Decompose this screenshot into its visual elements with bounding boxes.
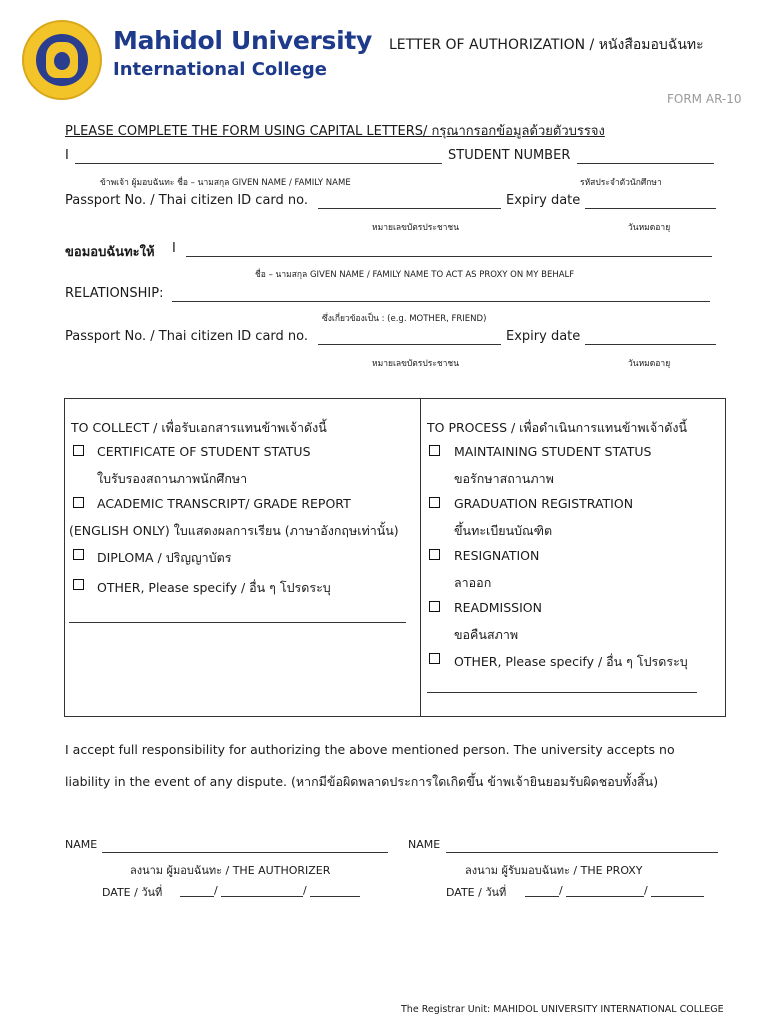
- proxy-passport-field[interactable]: [318, 344, 501, 345]
- proxy-date-day[interactable]: [525, 896, 559, 897]
- process-graduation-thai: ขึ้นทะเบียนบัณฑิต: [454, 523, 553, 538]
- date-separator: /: [644, 884, 648, 897]
- authorizer-passport-hint: หมายเลขบัตรประชาชน: [372, 223, 460, 233]
- authorizer-passport-label: Passport No. / Thai citizen ID card no.: [65, 193, 309, 208]
- process-resignation-thai: ลาออก: [454, 575, 492, 590]
- collect-transcript-checkbox[interactable]: [73, 497, 84, 508]
- collect-diploma-checkbox[interactable]: [73, 549, 84, 560]
- proxy-date-label: DATE / วันที่: [446, 886, 507, 899]
- document-title: LETTER OF AUTHORIZATION / หนังสือมอบฉันทะ: [389, 37, 704, 53]
- proxy-passport-label: Passport No. / Thai citizen ID card no.: [65, 329, 309, 344]
- proxy-date-year[interactable]: [651, 896, 704, 897]
- proxy-name-field[interactable]: [186, 256, 712, 257]
- process-readmission-label: READMISSION: [454, 600, 542, 615]
- proxy-label: ขอมอบฉันทะให้: [65, 245, 155, 260]
- date-separator: /: [214, 884, 218, 897]
- collect-other-field[interactable]: [69, 622, 406, 623]
- proxy-passport-hint: หมายเลขบัตรประชาชน: [372, 359, 460, 369]
- collect-heading: TO COLLECT / เพื่อรับเอกสารแทนข้าพเจ้าดังนี้: [71, 420, 327, 435]
- student-number-hint: รหัสประจำตัวนักศึกษา: [580, 178, 662, 188]
- process-other-label: OTHER, Please specify / อื่น ๆ โปรดระบุ: [454, 654, 688, 669]
- authorizer-passport-field[interactable]: [318, 208, 501, 209]
- university-seal-logo: [22, 20, 102, 100]
- proxy-expiry-hint: วันหมดอายุ: [628, 359, 671, 369]
- collect-transcript-thai: (ENGLISH ONLY) ใบแสดงผลการเรียน (ภาษาอังกฤษเท่านั้น): [69, 523, 399, 538]
- collect-transcript-label: ACADEMIC TRANSCRIPT/ GRADE REPORT: [97, 496, 351, 511]
- proxy-expiry-field[interactable]: [585, 344, 716, 345]
- proxy-prefix: I: [172, 241, 176, 256]
- date-separator: /: [559, 884, 563, 897]
- proxy-caption: ลงนาม ผู้รับมอบฉันทะ / THE PROXY: [465, 864, 643, 877]
- statement-line-2: liability in the event of any dispute. (หากมีข้อผิดพลาดประการใดเกิดขึ้น ข้าพเจ้ายินยอมรับผิดชอบทั้งสิ้น): [65, 774, 659, 789]
- collect-other-checkbox[interactable]: [73, 579, 84, 590]
- process-maintaining-thai: ขอรักษาสถานภาพ: [454, 471, 554, 486]
- collect-other-label: OTHER, Please specify / อื่น ๆ โปรดระบุ: [97, 580, 331, 595]
- instruction: PLEASE COMPLETE THE FORM USING CAPITAL LETTERS/ กรุณากรอกข้อมูลด้วยตัวบรรจง: [65, 124, 605, 139]
- process-heading: TO PROCESS / เพื่อดำเนินการแทนข้าพเจ้าดังนี้: [427, 420, 688, 435]
- proxy-date-month[interactable]: [566, 896, 644, 897]
- proxy-name-label: NAME: [408, 838, 441, 851]
- date-separator: /: [303, 884, 307, 897]
- process-other-checkbox[interactable]: [429, 653, 440, 664]
- statement-line-1: I accept full responsibility for authorizing the above mentioned person. The university accepts no: [65, 742, 675, 757]
- process-maintaining-checkbox[interactable]: [429, 445, 440, 456]
- authorizer-date-year[interactable]: [310, 896, 360, 897]
- relationship-field[interactable]: [172, 301, 710, 302]
- authorizer-prefix: I: [65, 148, 69, 163]
- collect-certificate-thai: ใบรับรองสถานภาพนักศึกษา: [97, 471, 248, 486]
- process-resignation-label: RESIGNATION: [454, 548, 540, 563]
- relationship-label: RELATIONSHIP:: [65, 286, 164, 301]
- collect-diploma-label: DIPLOMA / ปริญญาบัตร: [97, 550, 232, 565]
- process-readmission-checkbox[interactable]: [429, 601, 440, 612]
- student-number-field[interactable]: [577, 163, 714, 164]
- collect-certificate-checkbox[interactable]: [73, 445, 84, 456]
- authorizer-date-label: DATE / วันที่: [102, 886, 163, 899]
- authorizer-name-field[interactable]: [75, 163, 442, 164]
- form-code: FORM AR-10: [667, 92, 742, 106]
- college-name: International College: [113, 59, 327, 80]
- options-divider: [420, 398, 421, 716]
- collect-certificate-label: CERTIFICATE OF STUDENT STATUS: [97, 444, 311, 459]
- process-maintaining-label: MAINTAINING STUDENT STATUS: [454, 444, 652, 459]
- relationship-hint: ซึ่งเกี่ยวข้องเป็น : (e.g. MOTHER, FRIEND): [322, 314, 487, 324]
- process-readmission-thai: ขอคืนสภาพ: [454, 627, 519, 642]
- footer-text: The Registrar Unit: MAHIDOL UNIVERSITY INTERNATIONAL COLLEGE: [401, 1004, 724, 1015]
- authorizer-signature-field[interactable]: [102, 852, 388, 853]
- authorizer-name-hint: ข้าพเจ้า ผู้มอบฉันทะ ชื่อ – นามสกุล GIVEN NAME / FAMILY NAME: [100, 178, 351, 188]
- authorizer-caption: ลงนาม ผู้มอบฉันทะ / THE AUTHORIZER: [130, 864, 331, 877]
- authorizer-expiry-hint: วันหมดอายุ: [628, 223, 671, 233]
- authorizer-date-day[interactable]: [180, 896, 214, 897]
- student-number-label: STUDENT NUMBER: [448, 148, 571, 163]
- proxy-expiry-label: Expiry date: [506, 329, 581, 344]
- authorizer-expiry-field[interactable]: [585, 208, 716, 209]
- process-graduation-checkbox[interactable]: [429, 497, 440, 508]
- process-other-field[interactable]: [427, 692, 697, 693]
- authorizer-name-label: NAME: [65, 838, 98, 851]
- university-name: Mahidol University: [113, 26, 373, 55]
- authorizer-date-month[interactable]: [221, 896, 303, 897]
- proxy-signature-field[interactable]: [446, 852, 718, 853]
- proxy-name-hint: ชื่อ – นามสกุล GIVEN NAME / FAMILY NAME TO ACT AS PROXY ON MY BEHALF: [255, 270, 575, 280]
- process-graduation-label: GRADUATION REGISTRATION: [454, 496, 634, 511]
- process-resignation-checkbox[interactable]: [429, 549, 440, 560]
- authorizer-expiry-label: Expiry date: [506, 193, 581, 208]
